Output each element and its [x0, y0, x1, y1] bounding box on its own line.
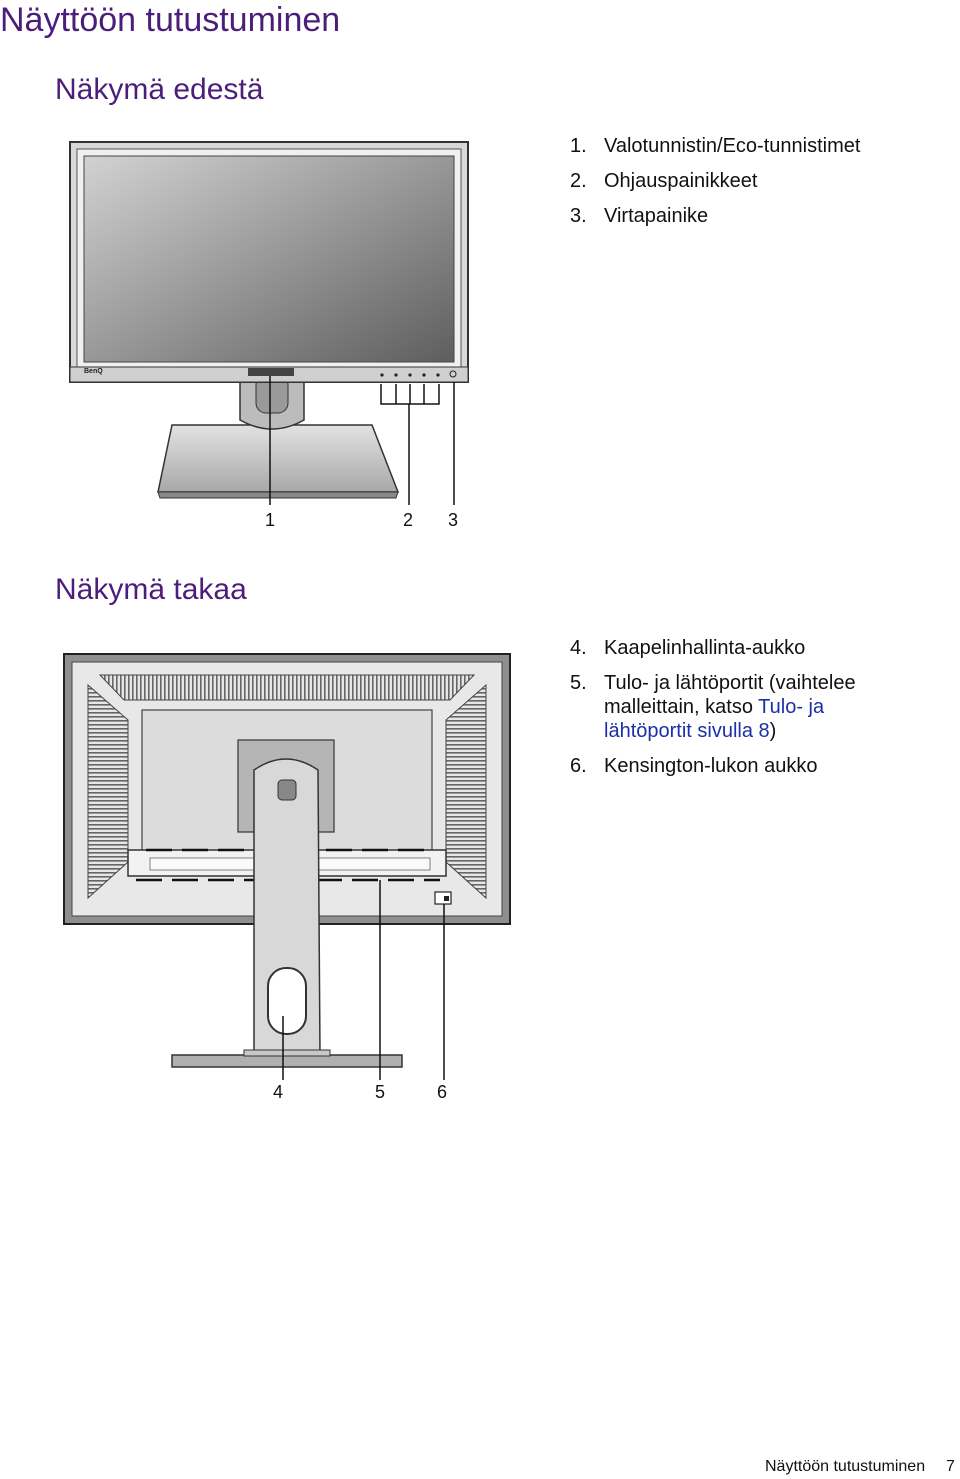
list-item: 2. Ohjauspainikkeet [570, 170, 758, 192]
list-item: 6. Kensington-lukon aukko [570, 755, 818, 777]
back-view-heading: Näkymä takaa [55, 573, 247, 606]
list-item-continuation: malleittain, katso Tulo- ja [604, 696, 825, 718]
brand-logo: BenQ [84, 368, 103, 375]
front-view-heading: Näkymä edestä [55, 73, 264, 106]
callout-1: 1 [265, 510, 276, 530]
list-item: 4. Kaapelinhallinta-aukko [570, 637, 806, 659]
callout-3: 3 [448, 510, 459, 530]
list-item: 1. Valotunnistin/Eco-tunnistimet [570, 135, 861, 157]
cross-reference-link[interactable]: Tulo- ja [758, 696, 825, 718]
callout-2: 2 [403, 510, 414, 530]
callout-5: 5 [375, 1082, 386, 1102]
page-title: Näyttöön tutustuminen [0, 1, 341, 39]
list-item-continuation: lähtöportit sivulla 8) [604, 720, 777, 742]
footer-title: Näyttöön tutustuminen [765, 1458, 926, 1475]
list-item: 3. Virtapainike [570, 205, 709, 227]
page-number: 7 [946, 1458, 955, 1475]
list-item: 5. Tulo- ja lähtöportit (vaihtelee [570, 672, 856, 694]
callout-4: 4 [273, 1082, 284, 1102]
callout-6: 6 [437, 1082, 448, 1102]
cross-reference-link[interactable]: lähtöportit sivulla 8 [604, 720, 770, 742]
